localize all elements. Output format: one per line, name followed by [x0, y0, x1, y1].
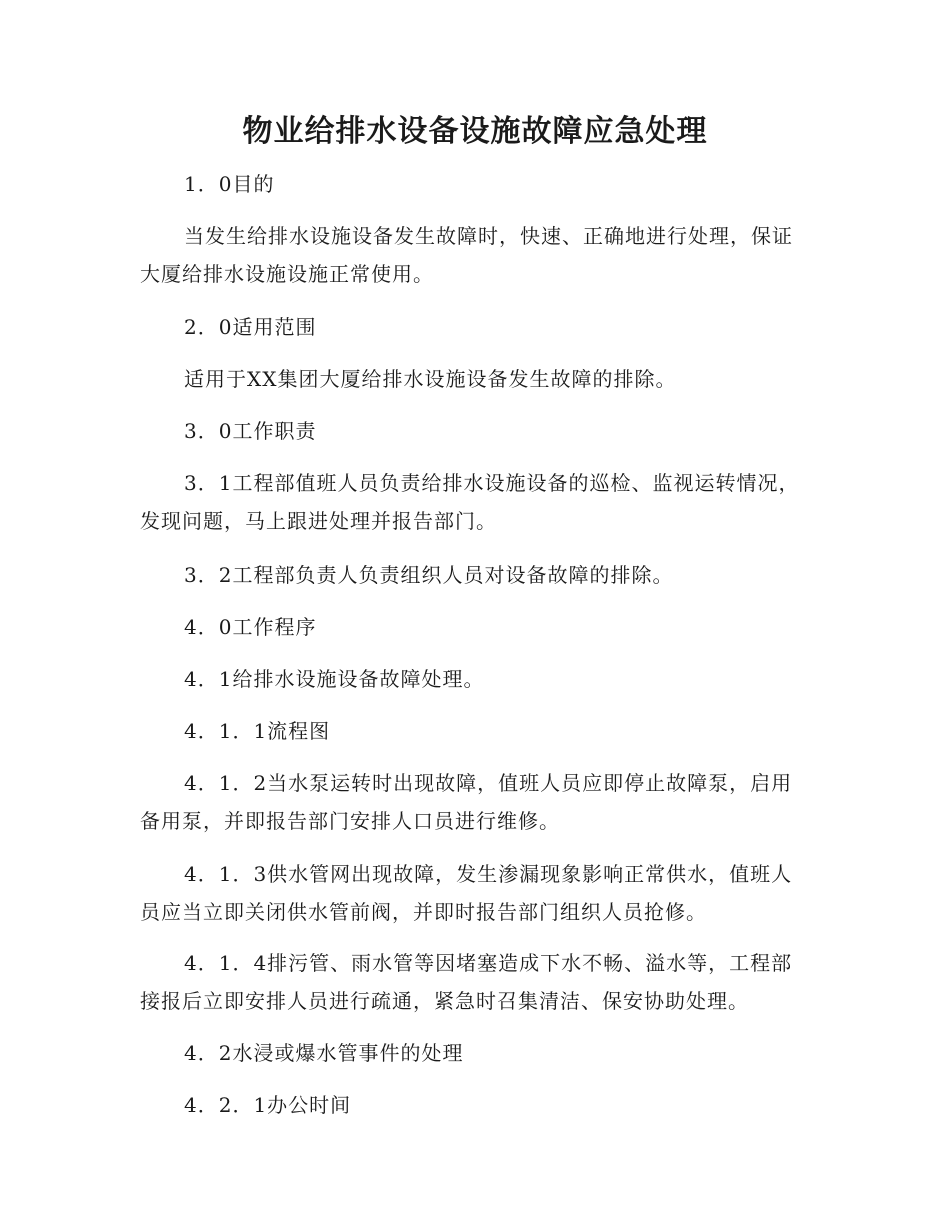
paragraph-section-4-1-1: 4．1．1流程图 — [184, 719, 331, 743]
paragraph-section-3-2: 3．2工程部负责人负责组织人员对设备故障的排除。 — [184, 563, 674, 587]
paragraph-section-4-1: 4．1给排水设施设备故障处理。 — [184, 667, 485, 691]
paragraph-section-3-1: 3．1工程部值班人员负责给排水设施设备的巡检、监视运转情况，发现问题，马上跟进处理并报告部门。 — [140, 471, 800, 533]
paragraph-section-4-2-1: 4．2．1办公时间 — [184, 1093, 352, 1117]
paragraph-section-3-heading: 3．0工作职责 — [184, 419, 317, 443]
paragraph-section-4-2: 4．2水浸或爆水管事件的处理 — [184, 1041, 464, 1065]
paragraph-section-4-heading: 4．0工作程序 — [184, 615, 317, 639]
document-title: 物业给排水设备设施故障应急处理 — [242, 114, 708, 149]
paragraph-section-4-1-2: 4．1．2当水泵运转时出现故障，值班人员应即停止故障泵，启用备用泵，并即报告部门安排人口员进行维修。 — [140, 771, 793, 833]
paragraph-section-4-1-3: 4．1．3供水管网出现故障，发生渗漏现象影响正常供水，值班人员应当立即关闭供水管前阀，并即时报告部门组织人员抢修。 — [140, 862, 793, 924]
paragraph-section-1-body: 当发生给排水设施设备发生故障时，快速、正确地进行处理，保证大厦给排水设施设施正常使用。 — [140, 224, 793, 286]
paragraph-section-2-body: 适用于XX集团大厦给排水设施设备发生故障的排除。 — [184, 367, 677, 391]
paragraph-section-4-1-4: 4．1．4排污管、雨水管等因堵塞造成下水不畅、溢水等，工程部接报后立即安排人员进行疏通，紧急时召集清洁、保安协助处理。 — [140, 951, 793, 1013]
paragraph-section-1-heading: 1．0目的 — [184, 172, 275, 196]
paragraph-section-2-heading: 2．0适用范围 — [184, 315, 317, 339]
